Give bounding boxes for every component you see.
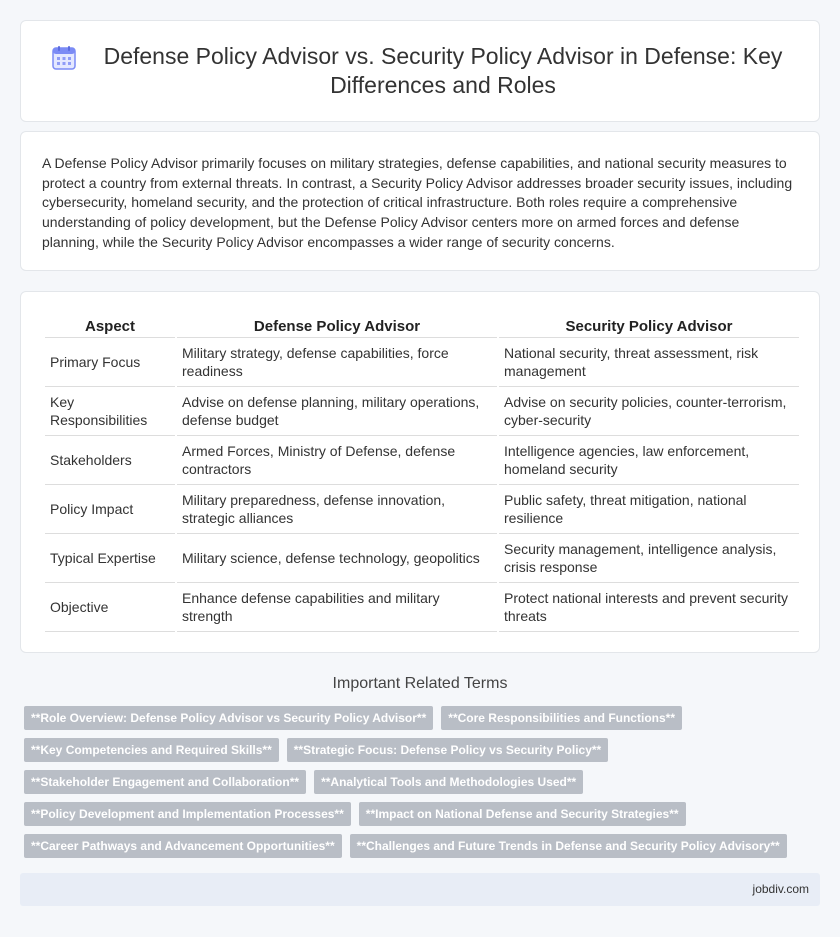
header-defense: Defense Policy Advisor (177, 311, 497, 338)
row-security: Advise on security policies, counter-terrorism, cyber-security (499, 387, 799, 436)
row-aspect: Typical Expertise (45, 534, 175, 583)
row-security: Security management, intelligence analysis, crisis response (499, 534, 799, 583)
intro-paragraph: A Defense Policy Advisor primarily focuses on military strategies, defense capabilities, and national security measures to protect a country from external threats. In contrast, a Security Policy Advisor addresses broader security issues, including cybersecurity, homeland security, and the protection of critical infrastructure. Both roles require a comprehensive understanding of policy development, but the Defense Policy Advisor centers more on armed forces and defense planning, while the Security Policy Advisor encompasses a wider range of security concerns. (42, 155, 793, 250)
related-terms-title: Important Related Terms (332, 675, 508, 692)
term-tag[interactable]: **Policy Development and Implementation Processes** (24, 802, 351, 826)
footer (20, 873, 820, 906)
table-row (45, 387, 799, 436)
row-defense: Armed Forces, Ministry of Defense, defense contractors (177, 436, 497, 485)
term-tag[interactable]: **Stakeholder Engagement and Collaboration** (24, 770, 306, 794)
row-defense: Advise on defense planning, military operations, defense budget (177, 387, 497, 436)
term-tag[interactable]: **Analytical Tools and Methodologies Used** (314, 770, 583, 794)
term-tag[interactable]: **Core Responsibilities and Functions** (441, 706, 682, 730)
row-defense: Enhance defense capabilities and military strength (177, 583, 497, 632)
header-security: Security Policy Advisor (499, 311, 799, 338)
calendar-icon (51, 45, 77, 71)
term-tag[interactable]: **Impact on National Defense and Security Strategies** (359, 802, 686, 826)
comparison-table (43, 311, 801, 632)
term-tag[interactable]: **Strategic Focus: Defense Policy vs Security Policy** (287, 738, 608, 762)
row-aspect: Primary Focus (45, 338, 175, 387)
row-security: Intelligence agencies, law enforcement, homeland security (499, 436, 799, 485)
intro-card (20, 131, 820, 271)
table-row (45, 485, 799, 534)
term-tag[interactable]: **Role Overview: Defense Policy Advisor vs Security Policy Advisor** (24, 706, 433, 730)
term-tag[interactable]: **Challenges and Future Trends in Defense and Security Policy Advisory** (350, 834, 787, 858)
row-aspect: Stakeholders (45, 436, 175, 485)
row-security: Public safety, threat mitigation, national resilience (499, 485, 799, 534)
term-tag[interactable]: **Career Pathways and Advancement Opportunities** (24, 834, 342, 858)
table-row (45, 338, 799, 387)
row-aspect: Policy Impact (45, 485, 175, 534)
row-defense: Military science, defense technology, geopolitics (177, 534, 497, 583)
related-terms-list (24, 706, 784, 866)
table-row (45, 436, 799, 485)
header-aspect: Aspect (45, 311, 175, 338)
row-security: National security, threat assessment, risk management (499, 338, 799, 387)
row-aspect: Objective (45, 583, 175, 632)
footer-site-link[interactable]: jobdiv.com (752, 882, 809, 896)
term-tag[interactable]: **Key Competencies and Required Skills** (24, 738, 279, 762)
row-security: Protect national interests and prevent security threats (499, 583, 799, 632)
page-title: Defense Policy Advisor vs. Security Policy Advisor in Defense: Key Differences and Roles (103, 43, 783, 98)
row-defense: Military preparedness, defense innovation, strategic alliances (177, 485, 497, 534)
table-row (45, 583, 799, 632)
comparison-table-card (20, 291, 820, 653)
row-aspect: Key Responsibilities (45, 387, 175, 436)
table-row (45, 534, 799, 583)
header-card (20, 20, 820, 122)
row-defense: Military strategy, defense capabilities, force readiness (177, 338, 497, 387)
table-header-row (45, 311, 799, 338)
